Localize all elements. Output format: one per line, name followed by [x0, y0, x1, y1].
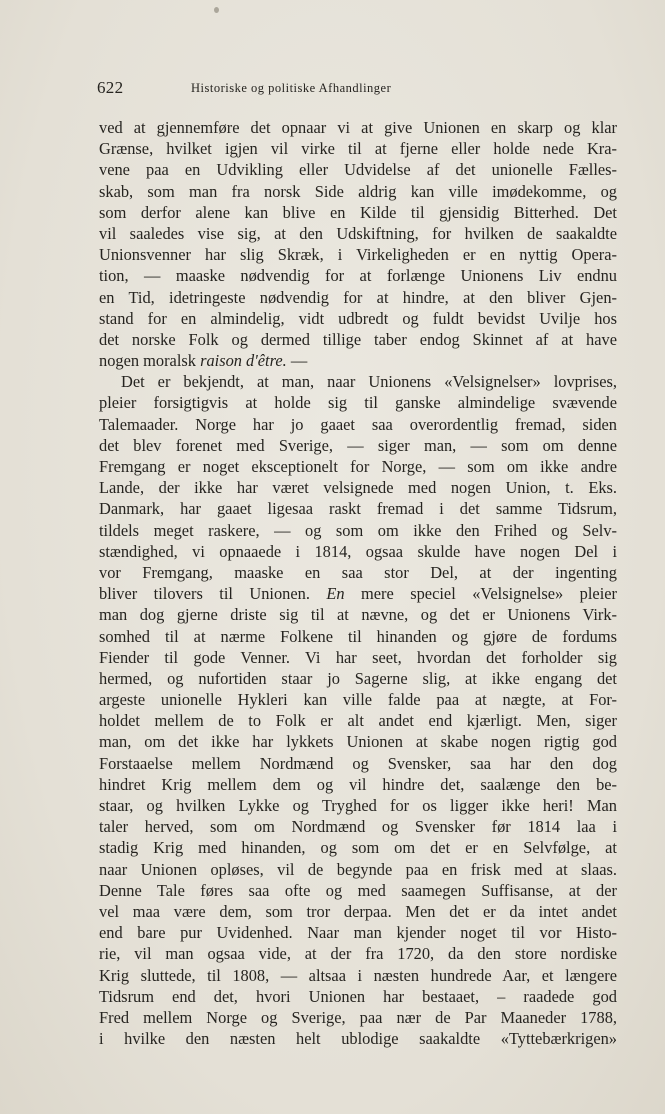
text-line	[99, 753, 617, 774]
text-line-content: man, om det ikke har lykkets Unionen at skabe nogen rigtig god	[99, 732, 617, 752]
text-line	[99, 265, 617, 286]
text-line-tail: mere speciel «Velsignelse» pleier	[344, 584, 617, 604]
text-line	[99, 477, 617, 498]
text-line	[99, 181, 617, 202]
text-line	[99, 731, 617, 752]
text-line-content: Det er bekjendt, at man, naar Unionens «Velsignelser» lovprises,	[121, 372, 617, 392]
text-line-content: en Tid, idetringeste nødvendig for at hindre, at den bliver Gjen-	[99, 287, 617, 307]
text-line	[99, 647, 617, 668]
text-line-content: hindret Krig mellem dem og vil hindre det, saalænge den be-	[99, 774, 617, 794]
text-line-content: vil saaledes vise sig, at den Udskiftning, for hvilken de saakaldte	[99, 223, 617, 243]
text-line	[99, 520, 617, 541]
text-line-content: hermed, og nufortiden staar jo Sagerne slig, at ikke engang det	[99, 668, 617, 688]
text-line	[99, 435, 617, 456]
text-line	[99, 244, 617, 265]
text-line	[99, 541, 617, 562]
text-line	[99, 901, 617, 922]
text-line-content: Forstaaelse mellem Nordmænd og Svensker, saa har den dog	[99, 753, 617, 773]
text-line	[99, 1028, 617, 1049]
text-line-content: ved at gjennemføre det opnaar vi at give Unionen en skarp og klar	[99, 118, 617, 137]
text-line	[99, 117, 617, 138]
body-text	[99, 117, 617, 1049]
text-line	[99, 710, 617, 731]
text-line	[99, 371, 617, 392]
text-line	[99, 604, 617, 625]
text-line	[99, 774, 617, 795]
text-line-content: tion, — maaske nødvendig for at forlænge Unionens Liv endnu	[99, 266, 617, 286]
text-line-content: Lande, der ikke har været velsignede med nogen Union, t. Eks.	[99, 478, 617, 498]
text-line	[99, 159, 617, 180]
text-line	[99, 689, 617, 710]
text-line	[99, 859, 617, 880]
text-line	[99, 414, 617, 435]
text-line-content: vene paa en Udvikling eller Udvidelse af det unionelle Fælles-	[99, 160, 617, 180]
text-line-content: argeste unionelle Hykleri kan ville falde paa at nægte, at For-	[99, 690, 617, 710]
page-number: 622	[97, 78, 124, 97]
text-line	[99, 202, 617, 223]
text-line	[99, 668, 617, 689]
text-line	[99, 922, 617, 943]
text-line-content: holdet mellem de to Folk er alt andet end kjærligt. Men, siger	[99, 711, 617, 731]
text-line-content: stand for en almindelig, vidt udbredt og fuldt bevidst Uvilje hos	[99, 308, 617, 328]
italic-phrase: raison d'être.	[200, 351, 287, 371]
text-line	[99, 583, 617, 604]
text-line-content: vel maa være dem, som tror derpaa. Men det er da intet andet	[99, 901, 617, 921]
text-line-content: det norske Folk og dermed tillige taber endog Skinnet af at have	[99, 329, 617, 349]
text-line-content: skab, som man fra norsk Side aldrig kan ville imødekomme, og	[99, 181, 617, 201]
text-line-content: stadig Krig med hinanden, og som om det er en Selvfølge, at	[99, 838, 617, 858]
text-line-content: nogen moralsk	[99, 351, 201, 371]
text-line	[99, 350, 617, 371]
text-line	[99, 498, 617, 519]
text-line-content: Denne Tale føres saa ofte og med saamegen Suffisanse, at der	[99, 880, 617, 900]
text-line-content: rie, vil man ogsaa vide, at der fra 1720, da den store nordiske	[99, 944, 617, 964]
text-line	[99, 880, 617, 901]
text-line-tail: —	[286, 351, 308, 371]
text-line-content: man dog gjerne driste sig til at nævne, og det er Unionens Virk-	[99, 605, 617, 625]
text-line-content: bliver tilovers til Unionen.	[99, 584, 327, 604]
text-line	[99, 329, 617, 350]
text-line-content: pleier forsigtigvis at holde sig til ganske almindelige svævende	[99, 393, 617, 413]
text-line-content: taler herved, som om Nordmænd og Svensker før 1814 laa i	[99, 817, 617, 837]
text-line-content: staar, og hvilken Lykke og Tryghed for os ligger ikke heri! Man	[99, 796, 617, 815]
text-line-content: det blev forenet med Sverige, — siger man, — som om denne	[99, 435, 617, 455]
text-line-content: end bare pur Uvidenhed. Naar man kjender noget til vor Histo-	[99, 923, 617, 943]
text-line	[99, 965, 617, 986]
italic-phrase: En	[326, 584, 345, 604]
text-line-content: Fiender til gode Venner. Vi har seet, hvordan det forholder sig	[99, 647, 617, 667]
text-line	[99, 1007, 617, 1028]
text-line-content: Fred mellem Norge og Sverige, paa nær de Par Maaneder 1788,	[99, 1007, 617, 1027]
running-title: Historiske og politiske Afhandlinger	[191, 81, 392, 95]
text-line-content: Danmark, har gaaet ligesaa raskt fremad i det samme Tidsrum,	[99, 499, 617, 519]
text-line-content: vor Fremgang, maaske en saa stor Del, at der ingenting	[99, 562, 617, 582]
text-line	[99, 986, 617, 1007]
text-line-content: Tidsrum end det, hvori Unionen har bestaaet, – raadede god	[99, 986, 617, 1006]
text-line-content: Talemaader. Norge har jo gaaet saa overordentlig fremad, siden	[99, 414, 617, 434]
page-header	[97, 78, 617, 102]
text-line-content: Unionsvenner har slig Skræk, i Virkeligheden er en nyttig Opera-	[99, 245, 617, 265]
text-line	[99, 287, 617, 308]
text-line-content: tildels meget raskere, — og som om ikke den Frihed og Selv-	[99, 520, 617, 540]
text-line	[99, 138, 617, 159]
text-line	[99, 223, 617, 244]
paper-speck	[214, 7, 219, 13]
text-line-content: Fremgang er noget eksceptionelt for Norge, — som om ikke andre	[99, 457, 617, 476]
text-line-content: somhed til at nærme Folkene til hinanden og gjøre de fordums	[99, 626, 617, 646]
text-line	[99, 626, 617, 647]
text-line-content: stændighed, vi opnaaede i 1814, ogsaa skulde have nogen Del i	[99, 541, 617, 561]
text-line	[99, 837, 617, 858]
text-line-content: i hvilke den næsten helt ublodige saakaldte «Tyttebærkrigen»	[99, 1029, 617, 1049]
text-line	[99, 308, 617, 329]
text-line	[99, 816, 617, 837]
text-line-content: naar Unionen opløses, vil de begynde paa en frisk med at slaas.	[99, 859, 617, 879]
text-line	[99, 392, 617, 413]
text-line-content: som derfor alene kan blive en Kilde til gjensidig Bitterhed. Det	[99, 202, 617, 222]
text-line-content: Grænse, hvilket igjen vil virke til at fjerne eller holde nede Kra-	[99, 139, 617, 159]
text-line	[99, 456, 617, 477]
text-line	[99, 795, 617, 816]
text-line-content: Krig sluttede, til 1808, — altsaa i næsten hundrede Aar, et længere	[99, 965, 617, 985]
text-line	[99, 562, 617, 583]
text-line	[99, 943, 617, 964]
